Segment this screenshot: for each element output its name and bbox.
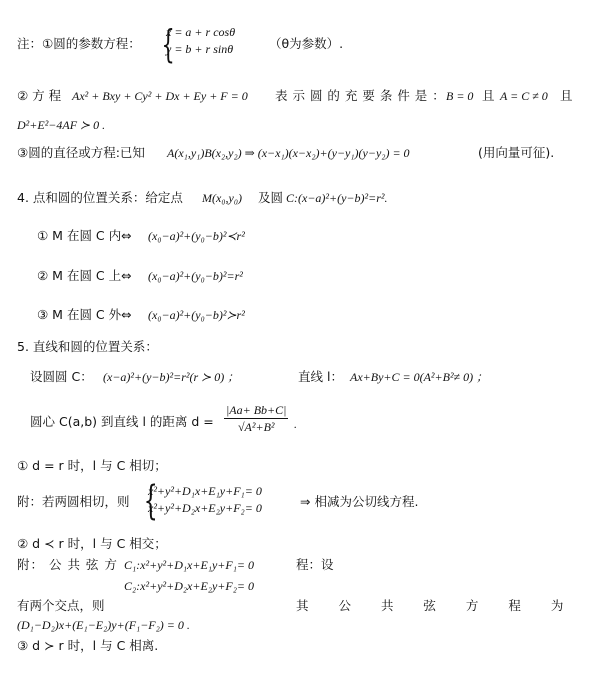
cond-a-eq-c: A = C ≠ 0 — [500, 89, 548, 103]
sec4-title: 4. 点和圆的位置关系：给定点 — [17, 190, 183, 205]
attach1-suffix: ⇒ 相减为公切线方程. — [300, 494, 419, 509]
sec4-item-inside-formula: (x₀−a)²+(y₀−b)²≺r² — [148, 229, 245, 243]
attach2-line2-right: 其 公 共 弦 方 程 为 — [296, 598, 577, 613]
parametric-eq-y: y = b + r sinθ — [166, 42, 234, 56]
sec5-separate: ③ d ≻ r 时，l 与 C 相离. — [17, 638, 159, 653]
sec5-set-circle: (x−a)²+(y−b)²=r²(r ≻ 0) ； — [103, 370, 240, 384]
cond-mid: 表 示 圆 的 充 要 条 件 是 ： — [275, 88, 446, 103]
common-chord-equation: (D₁−D₂)x+(E₁−E₂)y+(F₁−F₂) = 0 . — [17, 618, 190, 632]
sec5-title: 5. 直线和圆的位置关系： — [17, 339, 158, 354]
distance-numerator: |Aa+ Bb+C| — [226, 403, 287, 417]
cond-b-zero: B = 0 — [446, 89, 474, 103]
sec5-line-prefix: 直线 l： — [298, 369, 343, 384]
sec4-mid: 及圆 — [258, 190, 284, 205]
attach2-prefix: 附： 公 共 弦 方 — [17, 557, 118, 572]
diameter-suffix: (用向量可征). — [478, 145, 555, 160]
left-brace-icon: { — [161, 22, 175, 66]
distance-fraction — [224, 402, 288, 435]
common-chord-circle-2: C₂:x²+y²+D₂x+E₂y+F₂= 0 — [124, 579, 255, 593]
sec4-item-on-label: ② M 在圆 C 上⇔ — [37, 268, 132, 283]
sec4-item-outside-formula: (x₀−a)²+(y₀−b)²≻r² — [148, 308, 245, 322]
diameter-equation: A(x₁,y₁)B(x₂,y₂) ⇒ (x−x₁)(x−x₂)+(y−y₁)(y−y₂) = 0 — [167, 146, 410, 160]
diameter-prefix: ③圆的直径或方程:已知 — [17, 145, 145, 160]
cond-prefix: ② 方 程 — [17, 88, 62, 103]
left-brace-icon: { — [143, 478, 158, 524]
sec4-item-on-formula: (x₀−a)²+(y₀−b)²=r² — [148, 269, 243, 283]
common-chord-circle-1: C₁:x²+y²+D₁x+E₁y+F₁= 0 — [124, 558, 255, 572]
cond-equation: Ax² + Bxy + Cy² + Dx + Ey + F = 0 — [72, 89, 248, 103]
sec4-item-inside-label: ① M 在圆 C 内⇔ — [37, 228, 132, 243]
cond-and-2: 且 — [560, 88, 573, 103]
parametric-eq-x: x = a + r cosθ — [166, 25, 236, 39]
cond-and-1: 且 — [482, 88, 495, 103]
note-prefix: 注：①圆的参数方程： — [17, 36, 141, 51]
distance-denominator: √A²+B² — [237, 420, 275, 434]
sec4-circle: C:(x−a)²+(y−b)²=r². — [286, 191, 388, 205]
parametric-system — [166, 24, 235, 58]
sec5-line-equation: Ax+By+C = 0(A²+B²≠ 0) ； — [350, 370, 489, 384]
common-chord-system — [124, 557, 254, 595]
sec5-set-prefix: 设圆圆 C： — [30, 369, 93, 384]
distance-period: . — [294, 417, 297, 431]
cond-discriminant: D²+E²−4AF ≻ 0 . — [17, 118, 106, 132]
sec5-tangent: ① d = r 时，l 与 C 相切； — [17, 458, 167, 473]
sec5-distance-prefix: 圆心 C(a,b) 到直线 l 的距离 d = — [30, 414, 214, 429]
attach2-mid: 程：设 — [296, 557, 334, 572]
attach2-line2-left: 有两个交点，则 — [17, 598, 105, 613]
note-suffix: （θ为参数）. — [269, 36, 344, 51]
sec5-intersect: ② d ≺ r 时，l 与 C 相交； — [17, 536, 167, 551]
tangent-circle-2: x²+y²+D₂x+E₂y+F₂= 0 — [148, 501, 262, 515]
attach1-prefix: 附：若两圆相切，则 — [17, 494, 130, 509]
sec4-item-outside-label: ③ M 在圆 C 外⇔ — [37, 307, 132, 322]
tangent-circle-1: x²+y²+D₁x+E₁y+F₁= 0 — [148, 484, 262, 498]
tangent-circles-system — [148, 483, 262, 517]
sec4-point: M(x₀,y₀) — [202, 191, 242, 205]
